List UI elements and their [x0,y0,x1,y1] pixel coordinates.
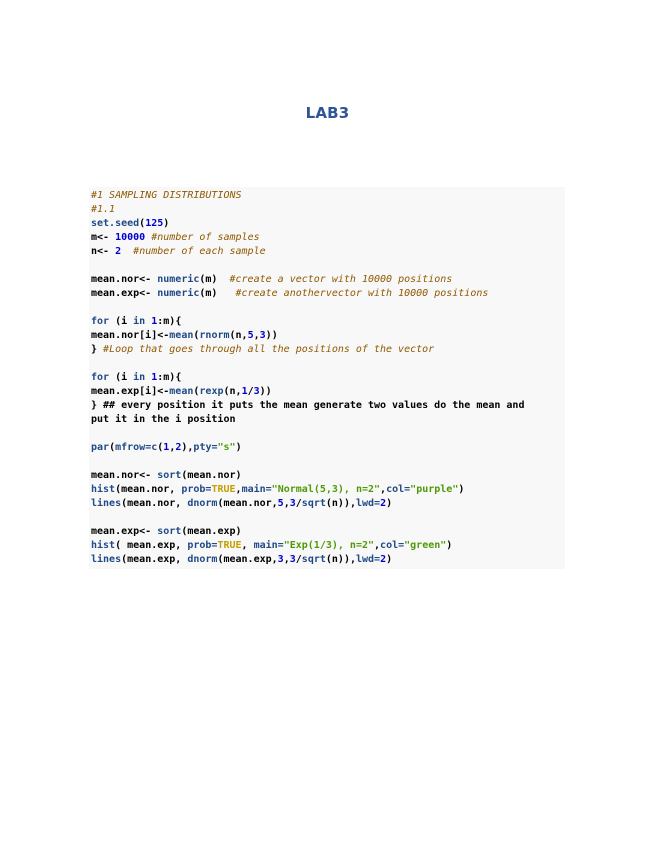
code-token: (n, [229,330,248,341]
code-token: 2 [380,498,387,509]
code-token: ) [235,442,242,453]
code-token: (n)), [325,498,356,509]
code-token: (mean.exp) [181,526,242,537]
code-token: lwd= [356,498,381,509]
code-token: #Loop that goes through all the positions of the vector [103,344,435,355]
code-line [91,483,563,497]
code-token: #create anothervector with 10000 positions [235,288,489,299]
code-token: mean [169,330,194,341]
code-token: 10000 [115,232,146,243]
code-token: "Normal(5,3), n=2" [271,484,381,495]
code-token: (mean.nor, [217,498,278,509]
code-token: "Exp(1/3), n=2" [283,540,375,551]
code-token: } ## every position it puts the mean generate two values do the mean and [91,400,525,411]
code-blank-line [91,301,563,315]
code-token: ( mean.exp, [115,540,188,551]
code-blank-line [91,427,563,441]
code-token: ( [109,442,116,453]
code-token: #create a vector with 10000 positions [229,274,453,285]
code-token: lines [91,498,122,509]
code-token: , [283,498,290,509]
code-token: main= [241,484,272,495]
code-token: (mean.nor) [181,470,242,481]
code-token: m<- [91,232,116,243]
code-token: (m) [199,274,230,285]
code-token: "green" [404,540,447,551]
code-line [91,539,563,553]
code-token: , [253,330,260,341]
code-token: rexp [199,386,224,397]
code-token: #number of each sample [133,246,266,257]
code-token: / [247,386,254,397]
code-token: :m){ [157,316,182,327]
code-token: numeric [157,288,200,299]
code-token: ( [193,386,200,397]
code-token: 2 [380,554,387,565]
code-token: par [91,442,110,453]
code-token: , [283,554,290,565]
code-line [91,413,563,427]
code-token: 125 [145,218,164,229]
code-line [91,273,563,287]
code-token: / [295,498,302,509]
code-token: #number of samples [151,232,260,243]
code-line [91,315,563,329]
code-line [91,287,563,301]
code-token: , [169,442,176,453]
code-token: "s" [217,442,236,453]
code-line [91,329,563,343]
code-line [91,203,563,217]
code-token: 3 [289,498,296,509]
code-token: prob= [181,484,212,495]
code-line [91,399,563,413]
code-line [91,231,563,245]
code-token: 2 [175,442,182,453]
code-token: dnorm [187,498,218,509]
code-token: lines [91,554,122,565]
code-token: )) [259,386,272,397]
code-token: , [374,540,381,551]
code-token: :m){ [157,372,182,383]
code-token: #1 SAMPLING DISTRIBUTIONS [91,190,242,201]
code-token: col= [380,540,405,551]
code-token: / [295,554,302,565]
code-line [91,553,563,567]
code-token: ) [163,218,170,229]
code-token: col= [386,484,411,495]
code-token: "purple" [410,484,459,495]
code-token: 5 [277,498,284,509]
code-token: dnorm [187,554,218,565]
code-token: set.seed [91,218,140,229]
code-token: 3 [253,386,260,397]
code-token: prob= [187,540,218,551]
code-token: 3 [259,330,266,341]
code-token: lwd= [356,554,381,565]
code-blank-line [91,455,563,469]
code-token: 3 [289,554,296,565]
code-token: ) [458,484,465,495]
code-token: hist [91,540,116,551]
code-token: n<- [91,246,116,257]
code-token: , [380,484,387,495]
code-token: } [91,344,104,355]
code-token: , [235,484,242,495]
code-token: in [133,372,146,383]
code-token: ( [193,330,200,341]
code-token: 3 [277,554,284,565]
code-token: 2 [115,246,122,257]
code-token: ) [386,498,393,509]
code-token: main= [253,540,284,551]
code-token: numeric [157,274,200,285]
code-token: for [91,316,110,327]
code-token: ( [157,442,164,453]
code-blank-line [91,259,563,273]
code-token: 5 [247,330,254,341]
code-token: (i [109,372,134,383]
code-token: (mean.exp, [217,554,278,565]
code-blank-line [91,357,563,371]
code-token: mean [169,386,194,397]
code-token: (m) [199,288,236,299]
code-token: mean.exp<- [91,288,158,299]
code-token: mean.nor<- [91,470,158,481]
code-token: ) [446,540,453,551]
code-token: mean.nor<- [91,274,158,285]
code-token: TRUE [211,484,236,495]
code-token: )) [265,330,278,341]
code-token: put it in the i position [91,414,236,425]
code-token: sqrt [301,554,326,565]
code-token: for [91,372,110,383]
code-token: (mean.nor, [121,498,188,509]
code-line [91,343,563,357]
code-token: pty= [193,442,218,453]
code-token: in [133,316,146,327]
code-line [91,245,563,259]
code-line [91,469,563,483]
code-token: ) [386,554,393,565]
code-line [91,385,563,399]
code-token: (mean.nor, [115,484,182,495]
code-token [121,246,133,257]
code-token: (n, [223,386,242,397]
code-line [91,441,563,455]
code-token: mean.exp<- [91,526,158,537]
code-token: (n)), [325,554,356,565]
code-token: ), [181,442,194,453]
code-token: #1.1 [91,204,116,215]
code-token: (mean.exp, [121,554,188,565]
page-title: LAB3 [305,104,350,122]
code-line [91,189,563,203]
code-token: 1 [151,372,158,383]
code-blank-line [91,511,563,525]
code-line [91,525,563,539]
code-token: 1 [241,386,248,397]
code-token: 1 [163,442,170,453]
code-token: sqrt [301,498,326,509]
code-token: rnorm [199,330,230,341]
code-token: c [151,442,158,453]
code-token: ( [139,218,146,229]
code-token: hist [91,484,116,495]
code-block [89,187,565,569]
code-token: TRUE [217,540,242,551]
code-token: mfrow= [115,442,152,453]
code-token: (i [109,316,134,327]
code-line [91,497,563,511]
code-token: sort [157,470,182,481]
code-line [91,217,563,231]
code-token: mean.nor[i]<- [91,330,170,341]
code-line [91,371,563,385]
code-token: 1 [151,316,158,327]
code-token: , [241,540,254,551]
code-token: sort [157,526,182,537]
code-token: mean.exp[i]<- [91,386,170,397]
